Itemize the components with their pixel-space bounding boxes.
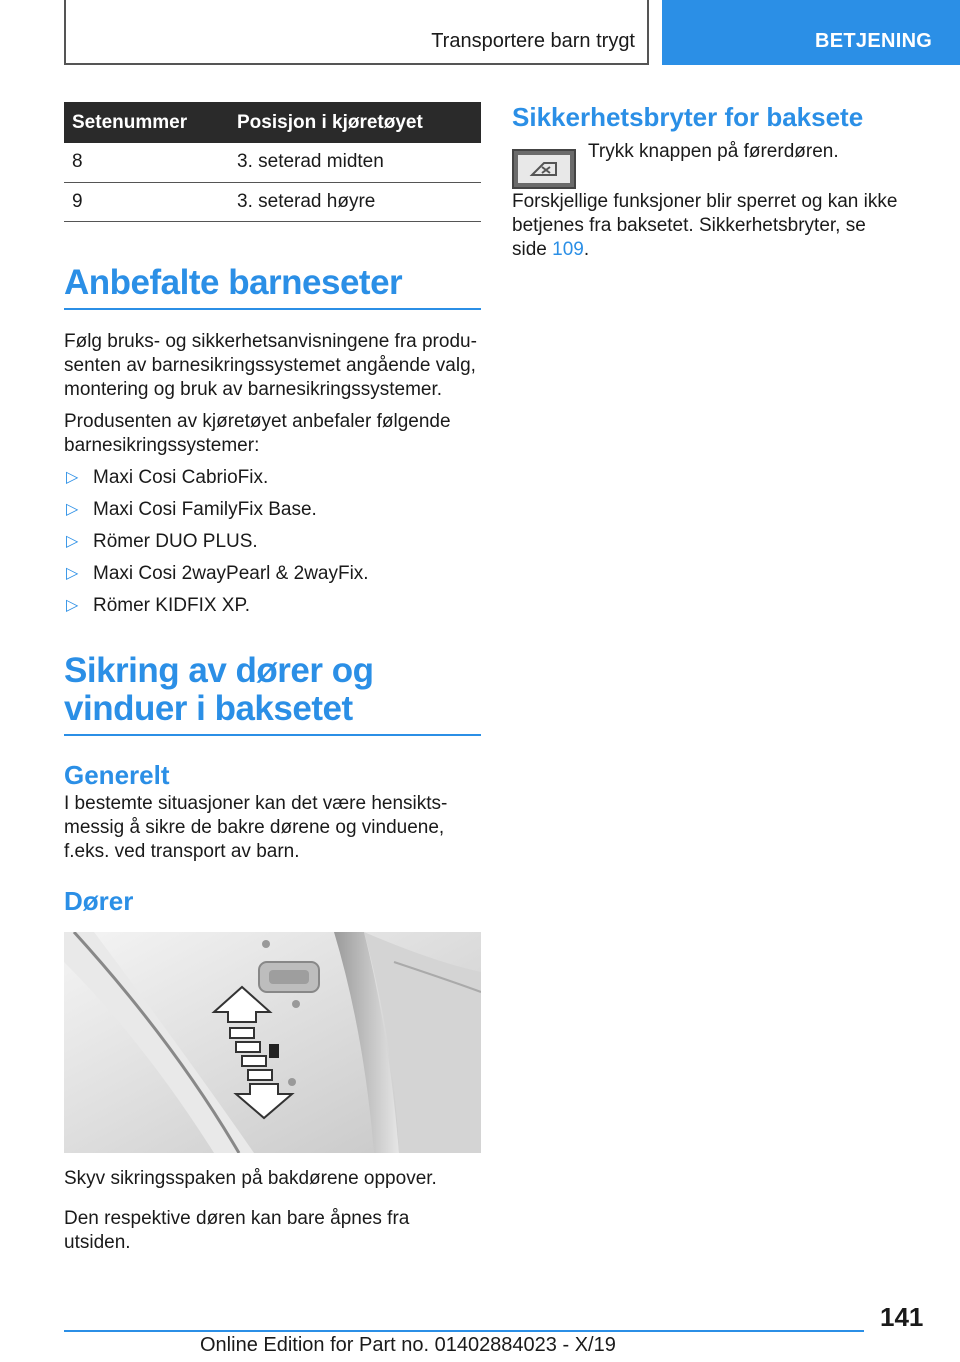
left-column (64, 102, 481, 1255)
table-header-position: Posisjon i kjøretøyet (229, 102, 481, 143)
door-child-lock-illustration (64, 932, 481, 1153)
general-title: Generelt (64, 759, 170, 790)
securing-title: Sikring av dører og vinduer i baksetet (64, 652, 481, 736)
footer-edition: Online Edition for Part no. 01402884023 - X/19 (200, 1334, 616, 1356)
recommended-para2: Produsenten av kjøretøyet anbefaler følgende barnesikringssystemer: (64, 410, 451, 456)
recommended-title: Anbefalte barneseter (64, 264, 481, 310)
list-item: ▷ Römer DUO PLUS. (66, 530, 258, 552)
list-item: ▷ Römer KIDFIX XP. (66, 594, 250, 616)
table-header-row (64, 102, 481, 143)
table-cell: 3. seterad høyre (229, 182, 481, 221)
page-link-109[interactable]: 109 (552, 239, 584, 260)
recommended-para1: Følg bruks- og sikkerhetsanvisningene fra produsenten av barnesikringssystemet angående valg, montering og bruk av barnesikringssystemer. (64, 330, 477, 400)
safety-switch-title: Sikkerhetsbryter for baksete (512, 102, 864, 132)
list-item: ▷ Maxi Cosi FamilyFix Base. (66, 498, 317, 520)
table-row (64, 182, 481, 221)
triangle-bullet-icon: ▷ (66, 532, 79, 550)
safety-switch-body: Forskjellige funksjoner blir sperret og kan ikke betjenes fra baksetet. Sikkerhetsbryter, se side 109. (512, 191, 898, 260)
table-header-seat-number: Setenummer (64, 102, 229, 143)
page-number: 141 (880, 1302, 924, 1332)
list-item: ▷ Maxi Cosi 2wayPearl & 2wayFix. (66, 562, 369, 584)
doors-caption1: Skyv sikringsspaken på bakdørene oppover. (64, 1167, 437, 1189)
door-lock-photo (64, 932, 481, 1153)
child-lock-button-icon (512, 149, 576, 189)
triangle-bullet-icon: ▷ (66, 596, 79, 614)
right-column (512, 102, 902, 262)
seat-position-table (64, 102, 481, 222)
list-item: ▷ Maxi Cosi CabrioFix. (66, 466, 269, 488)
triangle-bullet-icon: ▷ (66, 468, 79, 486)
triangle-bullet-icon: ▷ (66, 564, 79, 582)
general-text: I bestemte situasjoner kan det være hensiktsmessig å sikre de bakre dørene og vinduene, f.eks. ved transport av barn. (64, 792, 448, 862)
doors-caption2: Den respektive døren kan bare åpnes fra utsiden. (64, 1207, 410, 1253)
footer-divider (64, 1330, 864, 1332)
header-chapter-label: BETJENING (815, 30, 933, 52)
table-row (64, 143, 481, 182)
table-cell: 8 (64, 143, 229, 182)
recommended-list (64, 466, 481, 618)
triangle-bullet-icon: ▷ (66, 500, 79, 518)
header-section-box (64, 0, 649, 65)
doors-title: Dører (64, 885, 134, 916)
table-cell: 3. seterad midten (229, 143, 481, 182)
safety-switch-press-text: Trykk knappen på førerdøren. (588, 141, 839, 162)
table-cell: 9 (64, 182, 229, 221)
header-chapter-tab[interactable] (662, 0, 960, 65)
header-section-title: Transportere barn trygt (431, 30, 635, 52)
